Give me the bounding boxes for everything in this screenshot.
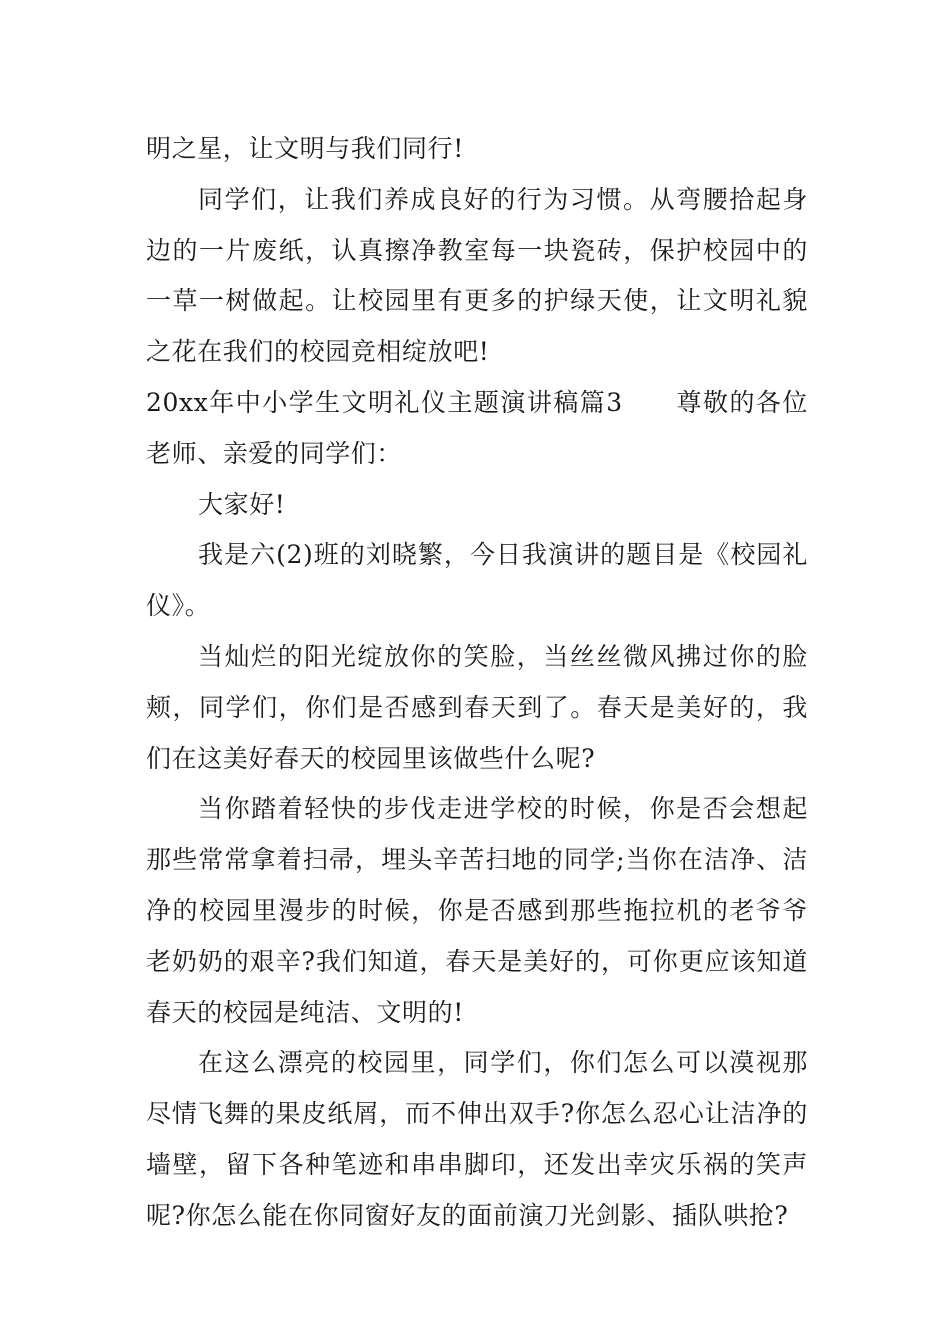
paragraph-6: 当灿烂的阳光绽放你的笑脸，当丝丝微风拂过你的脸颊，同学们，你们是否感到春天到了。春天是美好的，我们在这美好春天的校园里该做些什么呢? xyxy=(146,641,808,773)
paragraph-2: 同学们，让我们养成良好的行为习惯。从弯腰拾起身边的一片废纸，认真擦净教室每一块瓷砖，保护校园中的一草一树做起。让校园里有更多的护绿天使，让文明礼貌之花在我们的校园竞相绽放吧! xyxy=(146,184,808,367)
paragraph-1: 明之星，让文明与我们同行! xyxy=(146,134,464,163)
document-body xyxy=(146,124,808,1242)
paragraph-8: 在这么漂亮的校园里，同学们，你们怎么可以漠视那尽情飞舞的果皮纸屑，而不伸出双手?你怎么忍心让洁净的墙壁，留下各种笔迹和串串脚印，还发出幸灾乐祸的笑声呢?你怎么能在你同窗好友的面前演刀光剑影、插队哄抢? xyxy=(146,1048,808,1230)
paragraph-greeting: 大家好! xyxy=(198,489,286,519)
paragraph-introduction: 我是六(2)班的刘晓繁，今日我演讲的题目是《校园礼仪》。 xyxy=(146,540,808,621)
speech-title-line: 20xx年中小学生文明礼仪主题演讲稿篇3 尊敬的各位老师、亲爱的同学们： xyxy=(146,387,808,468)
paragraph-7: 当你踏着轻快的步伐走进学校的时候，你是否会想起那些常常拿着扫帚，埋头辛苦扫地的同学;当你在洁净、洁净的校园里漫步的时候，你是否感到那些拖拉机的老爷爷老奶奶的艰辛?我们知道，春天是美好的，可你更应该知道春天的校园是纯洁、文明的! xyxy=(146,794,808,1027)
